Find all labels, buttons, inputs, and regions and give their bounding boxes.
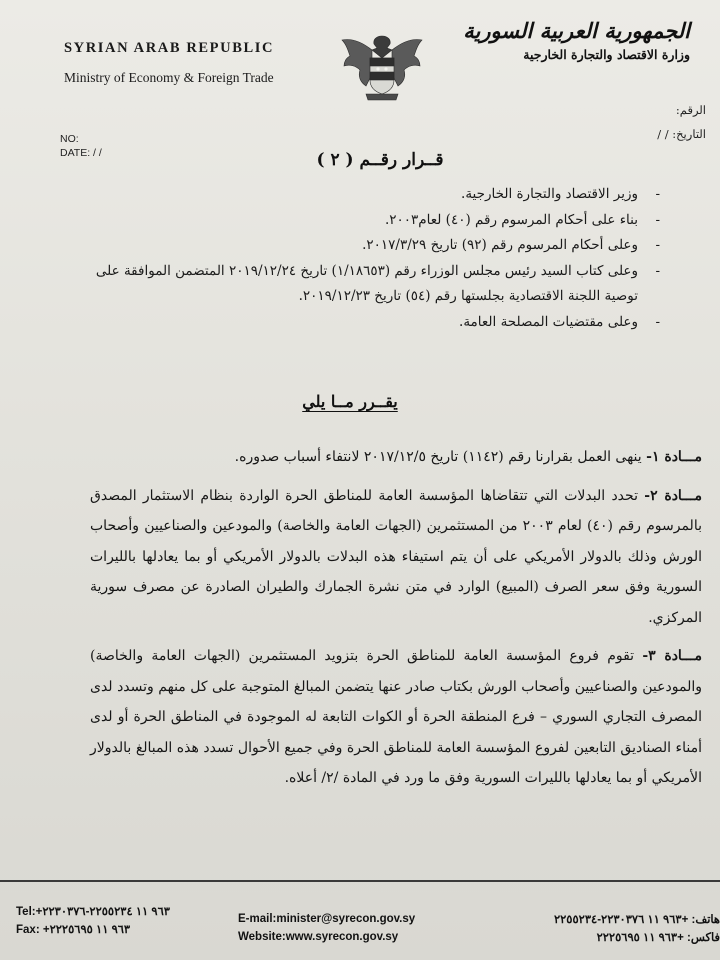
footer-arabic-phone-block (554, 911, 720, 947)
article-text: تحدد البدلات التي تتقاضاها المؤسسة العامة للمناطق الحرة الواردة بنظام الاستثمار المصدق بالمرسوم رقم (٤٠) لعام ٢٠٠٣ من المستثمرين (الجهات العامة والخاصة) والمودعين والصناعيين وأصحاب الورش وذلك بالدولار الأمريكي على أن يتم استيفاء هذه البدلات بالدولار الأمريكي أو بما يعادلها بالليرات السورية وفق سعر الصرف (المبيع) الوارد في متن نشرة الجمارك والطيران الصادرة عن مصرف سورية المركزي. (90, 487, 702, 626)
english-letterhead (64, 40, 274, 86)
footer-tel: Tel:+٩٦٣ ١١ ٢٢٥٥٢٣٤-٢٢٣٠٣٧٦ (16, 906, 170, 918)
preamble-list (60, 182, 660, 335)
preamble-item: - وزير الاقتصاد والتجارة الخارجية. (461, 186, 660, 202)
english-number-label: NO: (60, 133, 79, 145)
footer-arabic-tel: هاتف: +٩٦٣ ١١ ٢٢٣٠٣٧٦-٢٢٥٥٢٣٤ (553, 914, 720, 926)
footer-arabic-fax: فاكس: +٩٦٣ ١١ ٢٢٢٥٦٩٥ (596, 932, 720, 944)
article-2 (90, 481, 702, 634)
arabic-letterhead (463, 18, 690, 62)
preamble-item: - بناء على أحكام المرسوم رقم (٤٠) لعام٢٠٠٣. (384, 211, 660, 228)
article-label: مـــادة ٢- (644, 487, 702, 504)
article-label: مـــادة ٣- (642, 648, 703, 664)
article-text: ينهى العمل بقرارنا رقم (١١٤٢) تاريخ ٢٠١٧/١٢/٥ لانتفاء أسباب صدوره. (234, 449, 647, 465)
article-1 (90, 442, 702, 473)
english-ministry-name: Ministry of Economy & Foreign Trade (64, 70, 274, 85)
arabic-date-label: التاريخ: / / (657, 127, 706, 141)
preamble-item: - وعلى أحكام المرسوم رقم (٩٢) تاريخ ٢٠١٧/٣/٢٩. (362, 237, 660, 253)
arabic-reference-fields (657, 98, 706, 146)
articles-body (90, 442, 702, 802)
arabic-republic-name: الجمهورية العربية السورية (463, 18, 690, 43)
decision-title: قــرار رقــم ( ٢ ) (316, 150, 444, 170)
preamble-item: - وعلى مقتضيات المصلحة العامة. (459, 313, 660, 330)
english-date-label: DATE: / / (60, 147, 102, 159)
article-label: مـــادة ١- (646, 449, 702, 465)
decides-heading: يقــرر مــا يلي (302, 392, 398, 411)
preamble-item: - وعلى كتاب السيد رئيس مجلس الوزراء رقم (١/١٨٦٥٣) تاريخ ٢٠١٩/١٢/٢٤ المتضمن الموافقة على توصية اللجنة الاقتصادية بجلستها رقم (٥٤) تاريخ ٢٠١٩/١٢/٢٣. (95, 262, 660, 304)
footer-email: E-mail:minister@syrecon.gov.sy (238, 913, 416, 925)
arabic-number-label: الرقم: (675, 103, 706, 117)
article-3 (90, 641, 702, 794)
syrian-eagle-emblem-icon (336, 28, 428, 108)
english-republic-name: SYRIAN ARAB REPUBLIC (64, 40, 275, 56)
arabic-ministry-name: وزارة الاقتصاد والتجارة الخارجية (523, 47, 690, 62)
footer-website: Website:www.syrecon.gov.sy (238, 931, 399, 943)
footer-phone-block (16, 903, 170, 939)
article-text: تقوم فروع المؤسسة العامة للمناطق الحرة بتزويد المستثمرين (الجهات العامة والخاصة) والمودعين والصناعيين وأصحاب الورش بكتاب صادر عنها يتضمن المبالغ المتوجبة على كل منهم وتسدد لدى المصرف التجاري السوري – فرع المنطقة الحرة أو الكوات التابعة له الموجودة في المناطق الحرة أو لدى أمناء الصناديق التابعين لفروع المؤسسة العامة للمناطق الحرة وفي جميع الأحوال تسدد هذه المبالغ بالدولار الأمريكي أو بما يعادلها بالليرات السورية وفق ما ورد في المادة /٢/ أعلاه. (90, 648, 702, 786)
footer-web-block (238, 910, 415, 946)
english-reference-fields (60, 132, 102, 160)
footer-fax: Fax: +٩٦٣ ١١ ٢٢٢٥٦٩٥ (16, 924, 131, 936)
footer-divider (0, 880, 720, 882)
